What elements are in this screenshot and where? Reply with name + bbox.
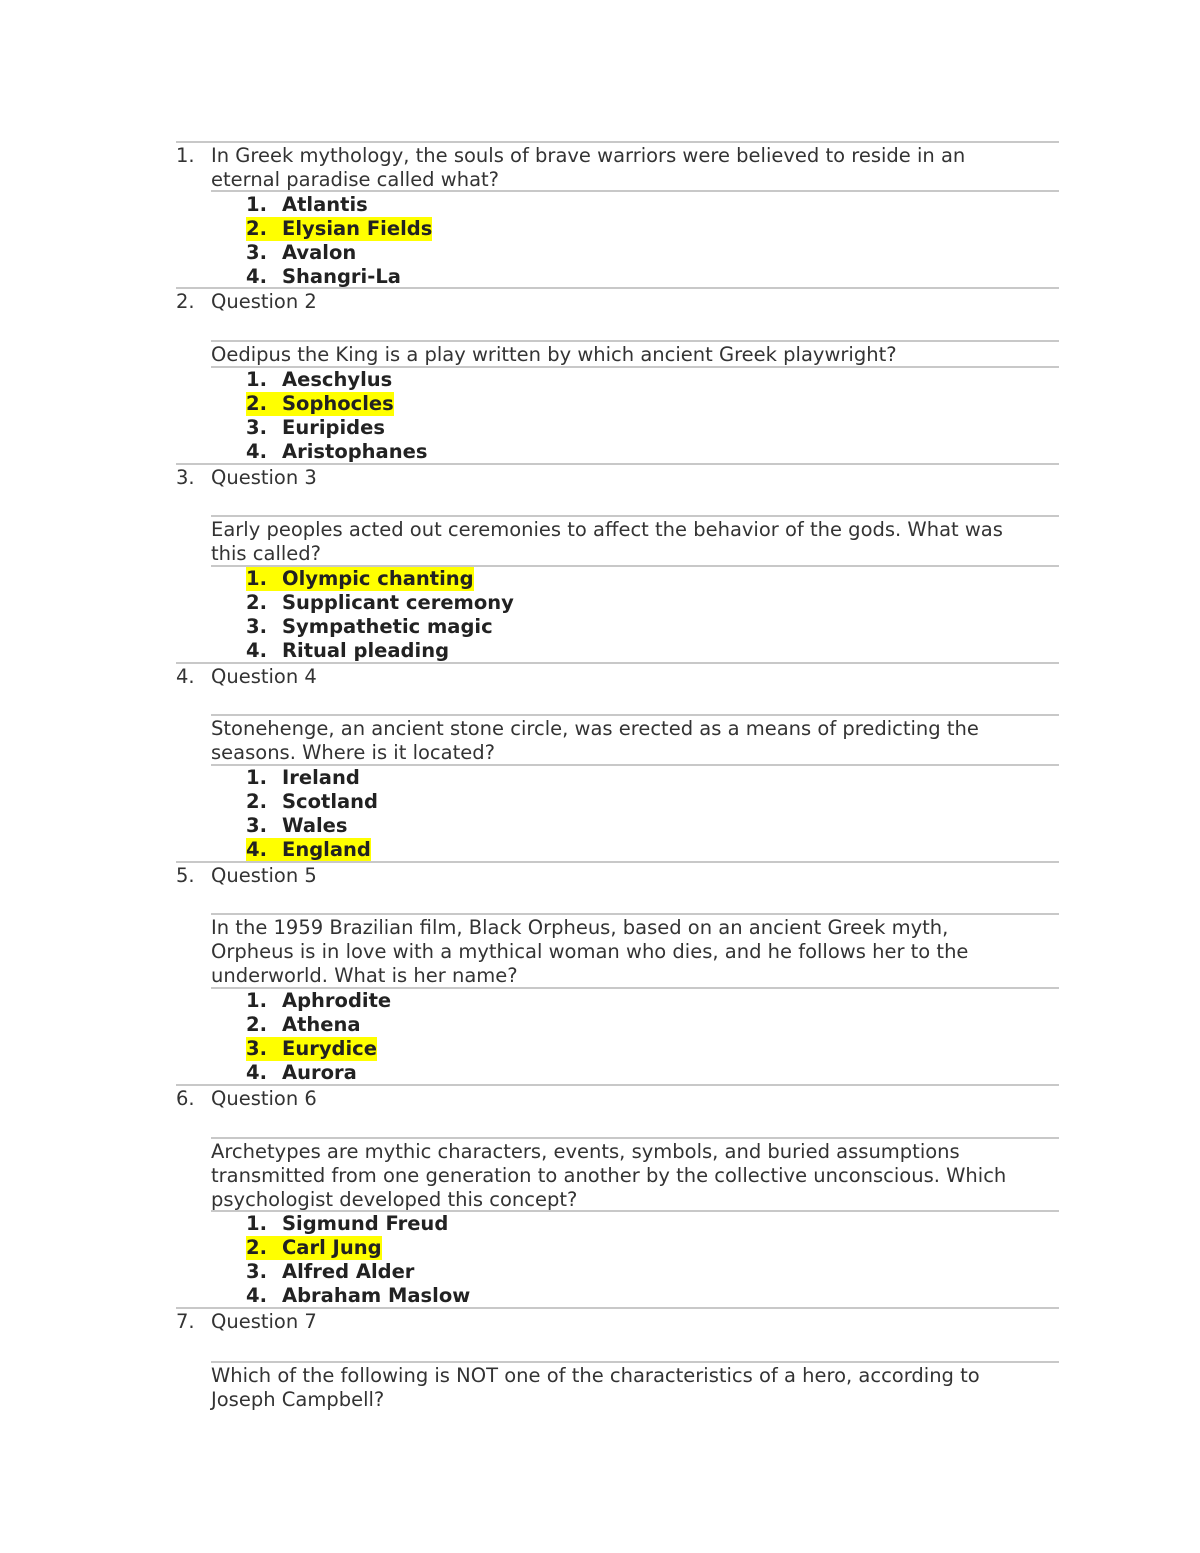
answer-option: 4. Aurora: [246, 1061, 357, 1084]
answer-option: 1. Ireland: [246, 766, 360, 789]
answer-option-highlighted: 4. England: [246, 838, 371, 861]
divider: [176, 141, 1059, 143]
question-heading: Question 2: [211, 290, 317, 313]
divider: [176, 861, 1059, 863]
answer-option-highlighted: 2. Elysian Fields: [246, 217, 433, 240]
question-number: 2.: [176, 290, 195, 313]
question-heading: Question 6: [211, 1087, 317, 1110]
answer-option: 4. Abraham Maslow: [246, 1284, 471, 1307]
answer-option: 1. Atlantis: [246, 193, 368, 216]
question-heading: Question 7: [211, 1310, 317, 1333]
answer-option: 3. Avalon: [246, 241, 357, 264]
question-text: Oedipus the King is a play written by which ancient Greek playwright?: [211, 343, 897, 366]
answer-option: 1. Aphrodite: [246, 989, 392, 1012]
divider: [211, 913, 1059, 915]
divider: [176, 287, 1059, 289]
question-heading: Question 4: [211, 665, 317, 688]
question-number: 4.: [176, 665, 195, 688]
answer-option: 2. Supplicant ceremony: [246, 591, 514, 614]
answer-option: 1. Aeschylus: [246, 368, 393, 391]
question-text: Early peoples acted out ceremonies to affect the behavior of the gods. What was this called?: [211, 518, 1003, 565]
answer-option-highlighted: 2. Carl Jung: [246, 1236, 382, 1259]
divider: [176, 1307, 1059, 1309]
question-text: Archetypes are mythic characters, events, symbols, and buried assumptions transmitted from one generation to another by the collective unconscious. Which psychologist developed this concept?: [211, 1140, 1007, 1211]
divider: [211, 1361, 1059, 1363]
divider: [211, 515, 1059, 517]
answer-option: 4. Aristophanes: [246, 440, 428, 463]
question-text: Stonehenge, an ancient stone circle, was erected as a means of predicting the seasons. Where is it located?: [211, 717, 979, 764]
question-number: 5.: [176, 864, 195, 887]
answer-option-highlighted: 1. Olympic chanting: [246, 567, 474, 590]
question-heading: Question 5: [211, 864, 317, 887]
divider: [176, 463, 1059, 465]
question-number: 7.: [176, 1310, 195, 1333]
answer-option-highlighted: 2. Sophocles: [246, 392, 394, 415]
answer-option: 3. Euripides: [246, 416, 385, 439]
divider: [211, 1137, 1059, 1139]
question-text: In the 1959 Brazilian film, Black Orpheus, based on an ancient Greek myth, Orpheus is in love with a mythical woman who dies, and he follows her to the underworld. What is her name?: [211, 916, 969, 987]
answer-option: 3. Wales: [246, 814, 348, 837]
divider: [176, 1084, 1059, 1086]
answer-option: 3. Alfred Alder: [246, 1260, 415, 1283]
question-text: Which of the following is NOT one of the characteristics of a hero, according to Joseph Campbell?: [211, 1364, 980, 1411]
answer-option: 2. Athena: [246, 1013, 361, 1036]
answer-option: 1. Sigmund Freud: [246, 1212, 449, 1235]
question-heading: Question 3: [211, 466, 317, 489]
divider: [176, 662, 1059, 664]
answer-option: 2. Scotland: [246, 790, 379, 813]
divider: [211, 340, 1059, 342]
question-number: 6.: [176, 1087, 195, 1110]
divider: [211, 190, 1059, 192]
question-text: In Greek mythology, the souls of brave warriors were believed to reside in an eternal paradise called what?: [211, 144, 966, 191]
answer-option: 3. Sympathetic magic: [246, 615, 493, 638]
answer-option: 4. Ritual pleading: [246, 639, 450, 662]
answer-option-highlighted: 3. Eurydice: [246, 1037, 377, 1060]
question-number: 1.: [176, 144, 195, 167]
question-number: 3.: [176, 466, 195, 489]
answer-option: 4. Shangri-La: [246, 265, 401, 288]
divider: [211, 714, 1059, 716]
